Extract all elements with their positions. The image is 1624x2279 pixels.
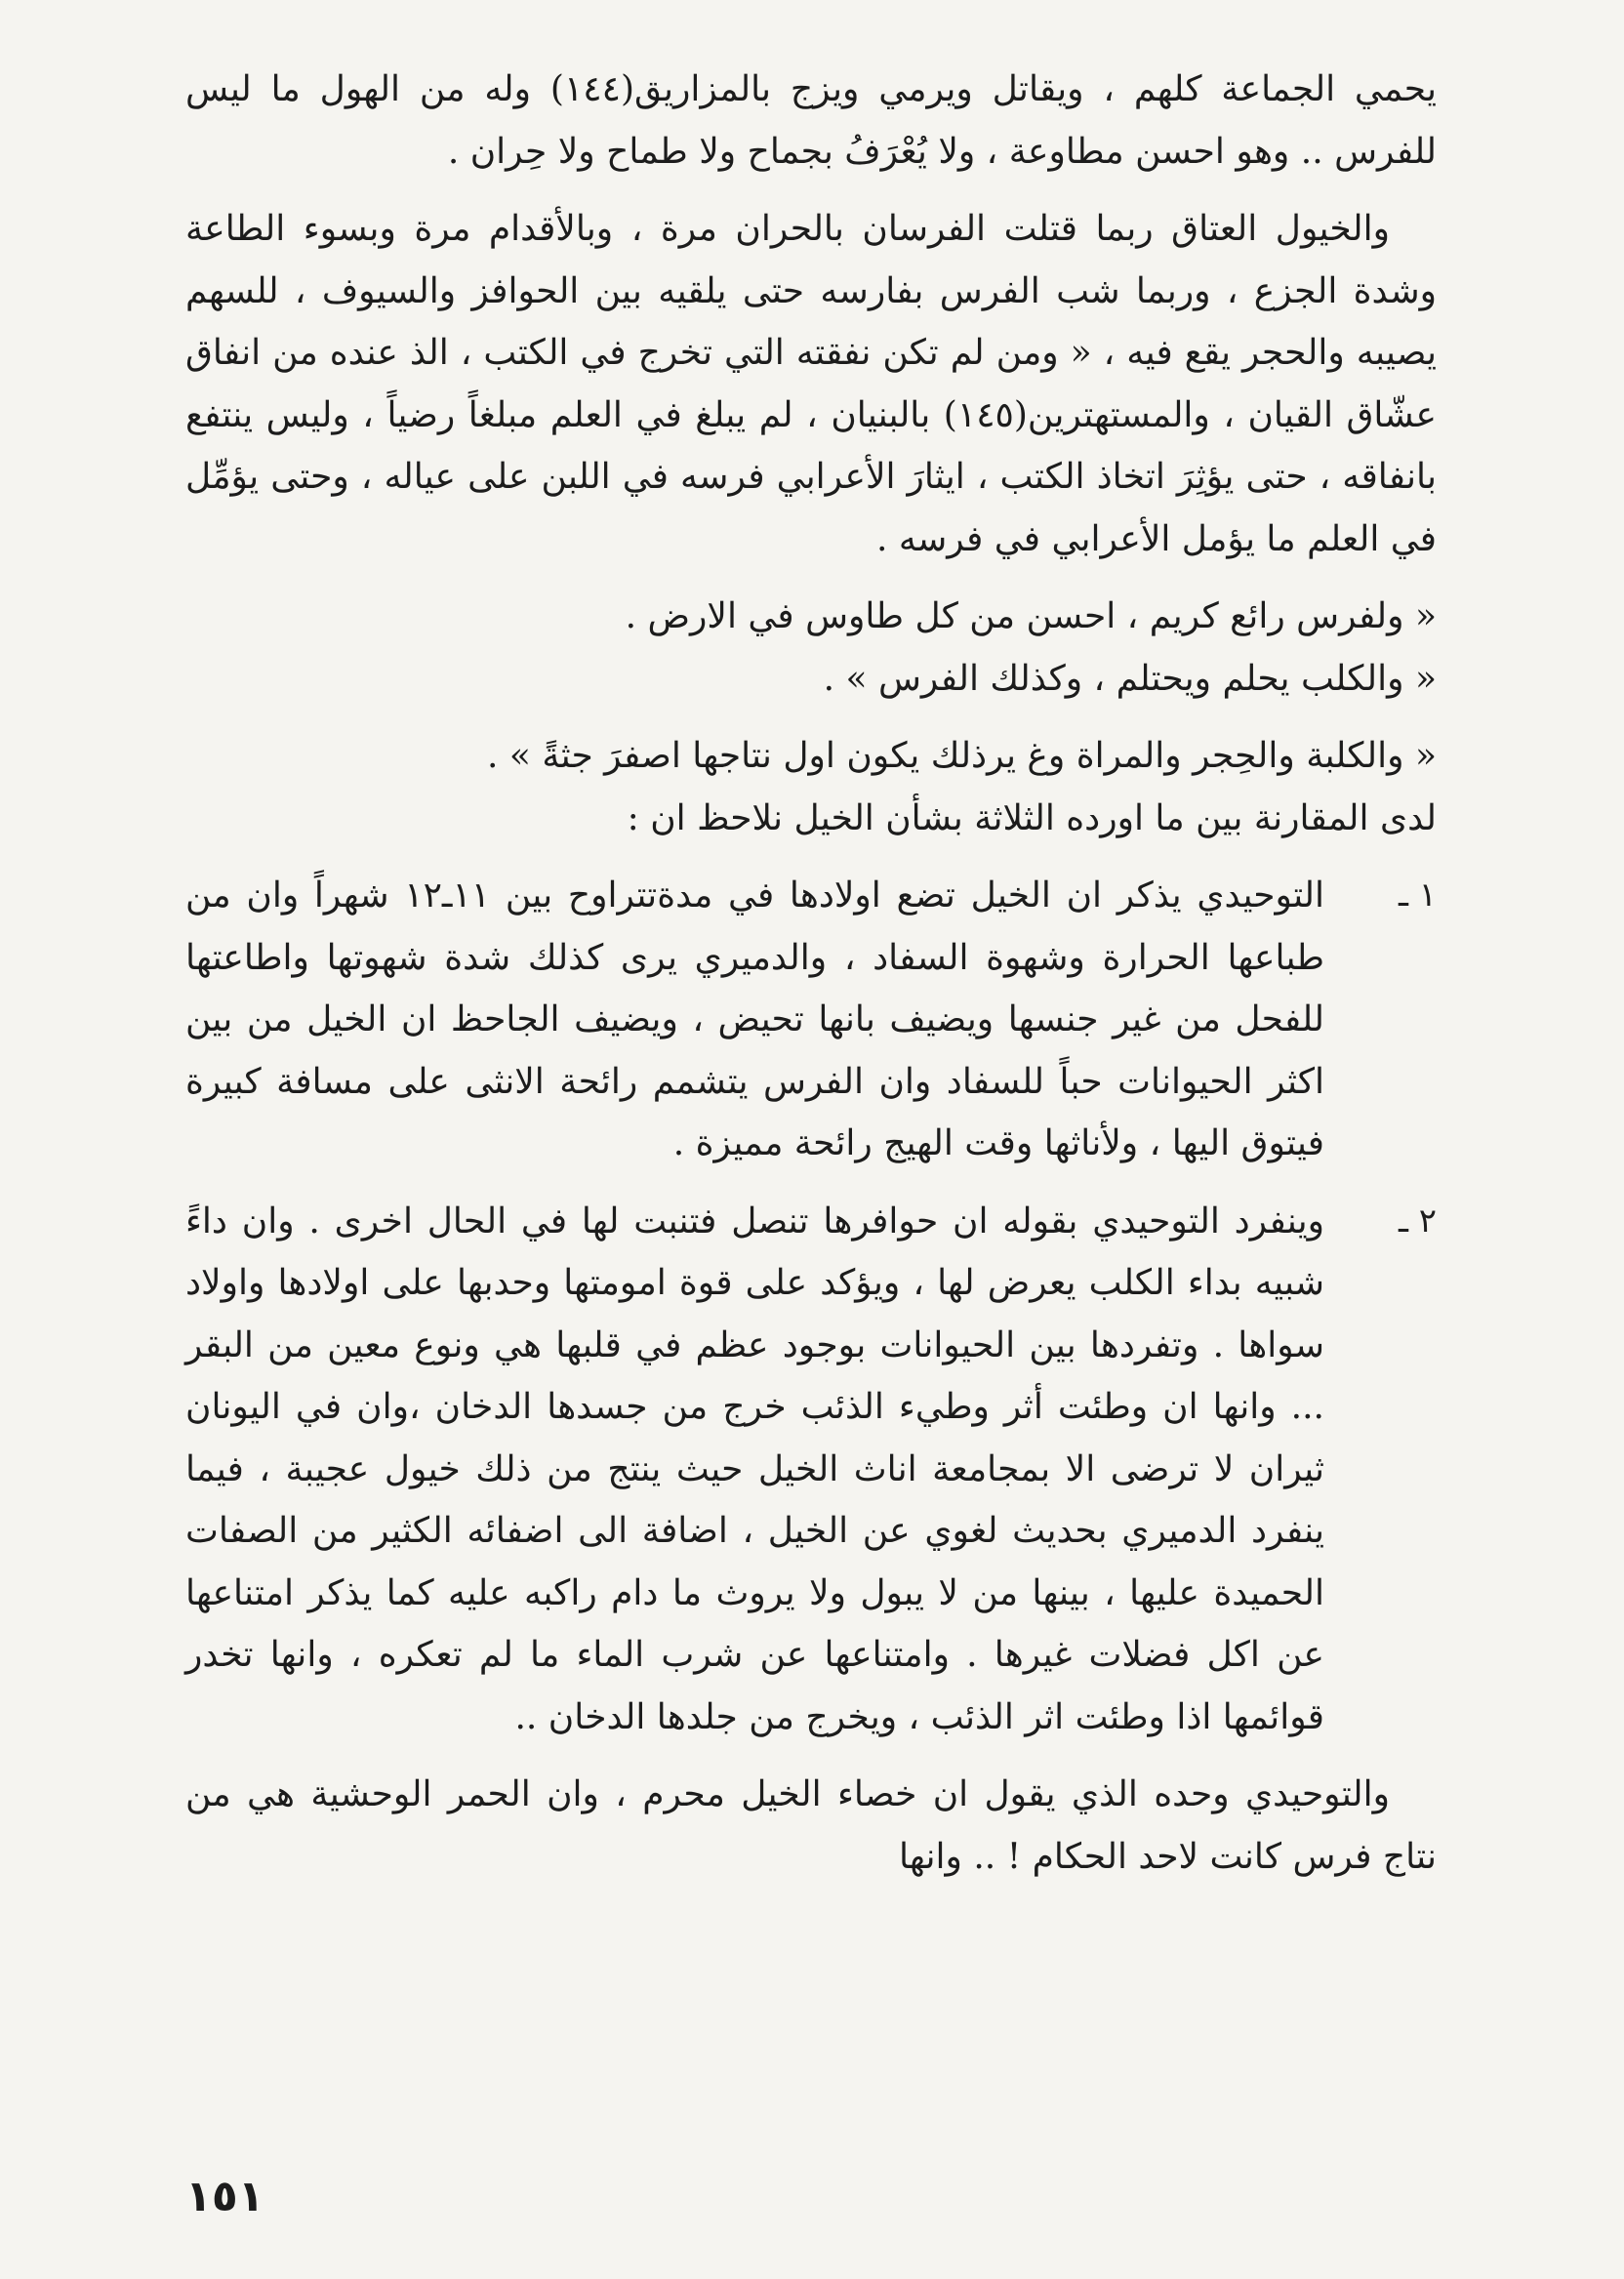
list-number-2: ٢ ـ [1398, 1201, 1437, 1241]
list-number-1: ١ ـ [1398, 875, 1437, 915]
list-item-1 [185, 865, 1437, 1175]
paragraph-4: والتوحيدي وحده الذي يقول ان خصاء الخيل محرم ، وان الحمر الوحشية هي من نتاج فرس كانت لاحد الحكام ! .. وانها [185, 1774, 1437, 1877]
paragraph-2: والخيول العتاق ربما قتلت الفرسان بالحران مرة ، وبالأقدام مرة وبسوء الطاعة وشدة الجزع ، وربما شب الفرس بفارسه حتى يلقيه بين الحوافز والسيوف ، للسهم يصيبه والحجر يقع فيه ، « ومن لم تكن نفقته التي تخرج في الكتب ، الذ عنده من انفاق عشّاق القيان ، والمستهترين(١٤٥) بالبنيان ، لم يبلغ في العلم مبلغاً رضياً ، وليس ينتفع بانفاقه ، حتى يؤثِرَ اتخاذ الكتب ، ايثارَ الأعرابي فرسه في اللبن على عياله ، وحتى يؤمِّل في العلم ما يؤمل الأعرابي في فرسه . [185, 209, 1437, 559]
quote-2: « والكلب يحلم ويحتلم ، وكذلك الفرس » . [823, 658, 1437, 699]
page-body [185, 59, 1437, 1888]
paragraph-1: يحمي الجماعة كلهم ، ويقاتل ويرمي ويزج بالمزاريق(١٤٤) وله من الهول ما ليس للفرس .. وهو احسن مطاوعة ، ولا يُعْرَفُ بجماح ولا طماح ولا حِران . [185, 69, 1438, 172]
list-item-1-text: التوحيدي يذكر ان الخيل تضع اولادها في مدةتتراوح بين ١١ـ١٢ شهراً وان من طباعها الحرارة وشهوة السفاد ، والدميري يرى كذلك شدة شهوتها واطاعتها للفحل من غير جنسها ويضيف بانها تحيض ، ويضيف الجاحظ ان الخيل من بين اكثر الحيوانات حباً للسفاد وان الفرس يتشمم رائحة الانثى على مسافة كبيرة فيتوق اليها ، ولأناثها وقت الهيج رائحة مميزة . [185, 875, 1324, 1163]
list-item-2 [185, 1191, 1437, 1749]
page-number: ١٥١ [185, 2172, 264, 2221]
paragraph-3: لدى المقارنة بين ما اورده الثلاثة بشأن الخيل نلاحظ ان : [627, 797, 1437, 838]
quote-1: « ولفرس رائع كريم ، احسن من كل طاوس في الارض . [625, 596, 1437, 636]
quote-3: « والكلبة والحِجر والمراة وغ يرذلك يكون اول نتاجها اصفرَ جثةً » . [486, 736, 1437, 776]
list-item-2-text: وينفرد التوحيدي بقوله ان حوافرها تنصل فتنبت لها في الحال اخرى . وان داءً شبيه بداء الكلب يعرض لها ، ويؤكد على قوة امومتها وحدبها على اولادها واولاد سواها . وتفردها بين الحيوانات بوجود عظم في قلبها هي ونوع معين من البقر ... وانها ان وطئت أثر وطيء الذئب خرج من جسدها الدخان ،وان في اليونان ثيران لا ترضى الا بمجامعة اناث الخيل حيث ينتج من ذلك خيول عجيبة ، فيما ينفرد الدميري بحديث لغوي عن الخيل ، اضافة الى اضفائه الكثير من الصفات الحميدة عليها ، بينها من لا يبول ولا يروث ما دام راكبه عليه كما يذكر امتناعها عن اكل فضلات غيرها . وامتناعها عن شرب الماء ما لم تعكره ، وانها تخدر قوائمها اذا وطئت اثر الذئب ، ويخرج من جلدها الدخان .. [185, 1201, 1324, 1737]
